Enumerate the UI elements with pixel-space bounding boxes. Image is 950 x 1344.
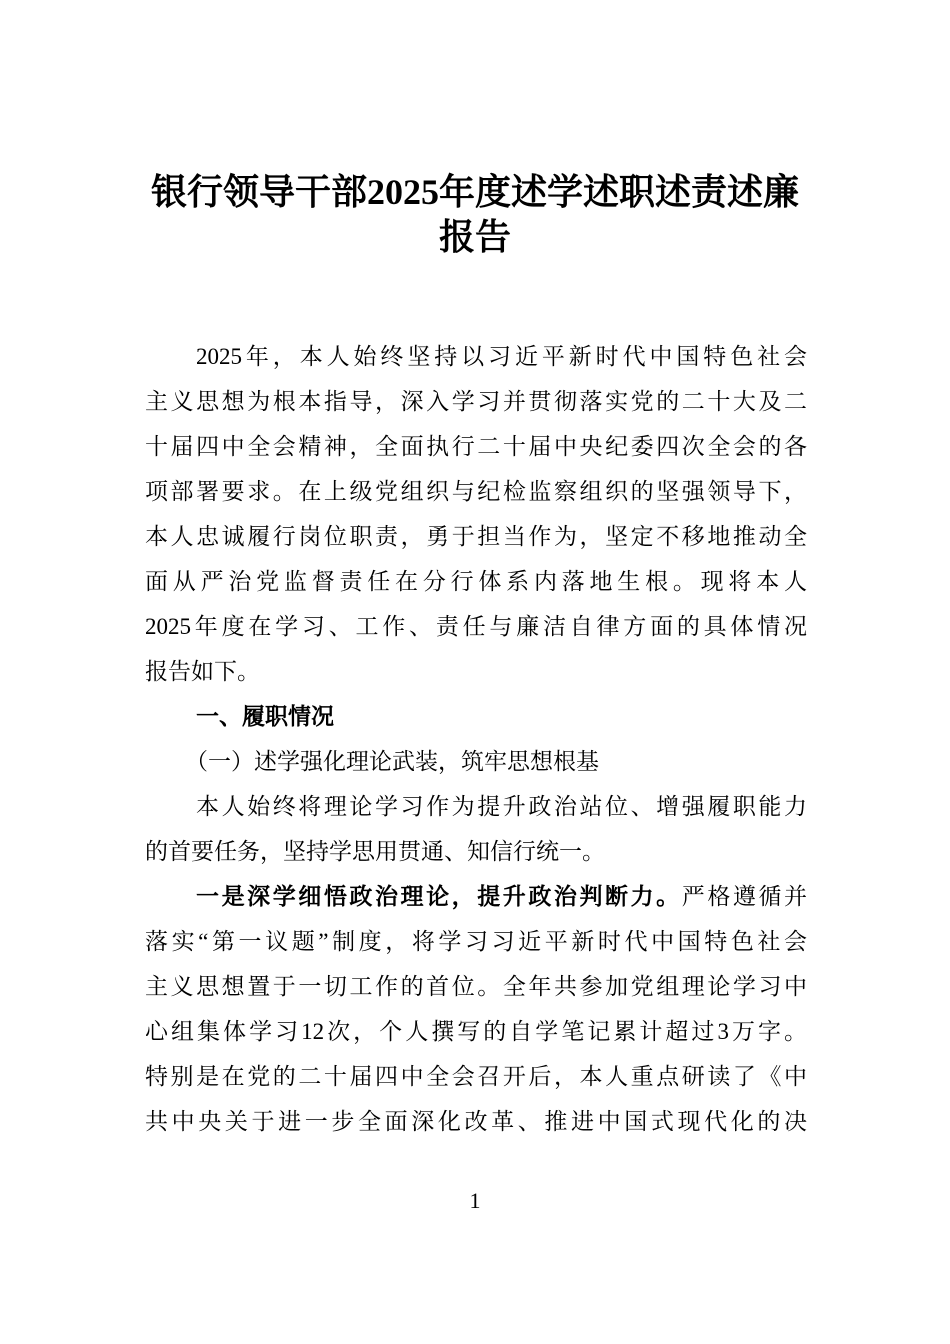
section-heading: 一、履职情况 [196,704,334,729]
subsection-heading: （一）述学强化理论武装，筑牢思想根基 [185,749,599,774]
paragraph-line: 的首要任务，坚持学思用贯通、知信行统一。 [145,839,605,864]
intro-line: 2025年度在学习、工作、责任与廉洁自律方面的具体情况 [145,614,807,639]
page-number: 1 [469,1188,481,1213]
intro-line: 2025年，本人始终坚持以习近平新时代中国特色社会 [196,344,807,369]
intro-line: 报告如下。 [145,659,260,684]
intro-line: 本人忠诚履行岗位职责，勇于担当作为，坚定不移地推动全 [145,524,807,549]
document-body [145,334,807,1144]
paragraph-text: 严格遵循并 [681,884,808,909]
paragraph-line: 共中央关于进一步全面深化改革、推进中国式现代化的决 [145,1109,807,1134]
intro-line: 十届四中全会精神，全面执行二十届中央纪委四次全会的各 [145,434,807,459]
intro-line: 主义思想为根本指导，深入学习并贯彻落实党的二十大及二 [145,389,807,414]
paragraph-line: 心组集体学习12次，个人撰写的自学笔记累计超过3万字。 [145,1019,807,1044]
paragraph-line: 主义思想置于一切工作的首位。全年共参加党组理论学习中 [145,974,807,999]
paragraph-line: 本人始终将理论学习作为提升政治站位、增强履职能力 [196,794,807,819]
intro-line: 项部署要求。在上级党组织与纪检监察组织的坚强领导下， [145,479,807,504]
paragraph-line: 落实“第一议题”制度，将学习习近平新时代中国特色社会 [145,929,807,954]
paragraph-line: 特别是在党的二十届四中全会召开后，本人重点研读了《中 [145,1064,807,1089]
document-title-line-1: 银行领导干部2025年度述学述职述责述廉 [150,172,799,212]
paragraph-line [145,874,807,919]
bold-lead: 一是深学细悟政治理论，提升政治判断力。 [196,884,682,909]
document-title-line-2: 报告 [438,217,511,257]
intro-line: 面从严治党监督责任在分行体系内落地生根。现将本人 [145,569,807,594]
